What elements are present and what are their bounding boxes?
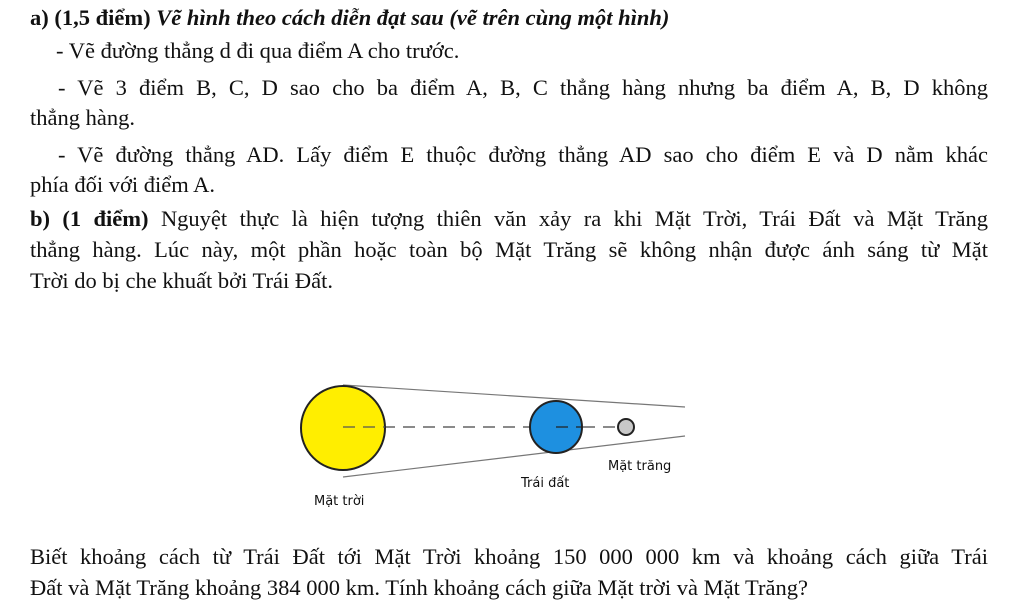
- part-a-item-2-line-2: thẳng hàng.: [30, 105, 135, 130]
- shadow-line-top: [343, 385, 685, 407]
- part-b-line-3: Trời do bị che khuất bởi Trái Đất.: [30, 268, 333, 293]
- part-b-label: b) (1 điểm): [30, 206, 149, 231]
- part-a-label: a) (1,5 điểm): [30, 5, 151, 30]
- part-a-instruction: Vẽ hình theo cách diễn đạt sau (vẽ trên cùng một hình): [156, 5, 670, 30]
- part-a-item-3-line-2: phía đối với điểm A.: [30, 172, 216, 197]
- part-a-item-3-line-1: - Vẽ đường thẳng AD. Lấy điểm E thuộc đường thẳng AD sao cho điểm E và D nằm khác: [58, 142, 988, 167]
- part-a-item-1: - Vẽ đường thẳng d đi qua điểm A cho trước.: [56, 38, 460, 63]
- earth-label: Trái đất: [521, 476, 570, 491]
- question-line-1: Biết khoảng cách từ Trái Đất tới Mặt Trời khoảng 150 000 000 km và khoảng cách giữa Trái: [30, 544, 988, 569]
- sun-label: Mặt trời: [314, 494, 365, 509]
- question-line-2: Đất và Mặt Trăng khoảng 384 000 km. Tính khoảng cách giữa Mặt trời và Mặt Trăng?: [30, 575, 808, 600]
- part-b-line-2: thẳng hàng. Lúc này, một phần hoặc toàn bộ Mặt Trăng sẽ không nhận được ánh sáng từ Mặt: [30, 237, 988, 262]
- moon-icon: [618, 419, 634, 435]
- moon-label: Mặt trăng: [608, 459, 672, 474]
- sun-icon: [301, 386, 385, 470]
- part-a-item-2-line-1: - Vẽ 3 điểm B, C, D sao cho ba điểm A, B, C thẳng hàng nhưng ba điểm A, B, D không: [58, 75, 988, 100]
- part-b-text-1: Nguyệt thực là hiện tượng thiên văn xảy ra khi Mặt Trời, Trái Đất và Mặt Trăng: [160, 206, 988, 231]
